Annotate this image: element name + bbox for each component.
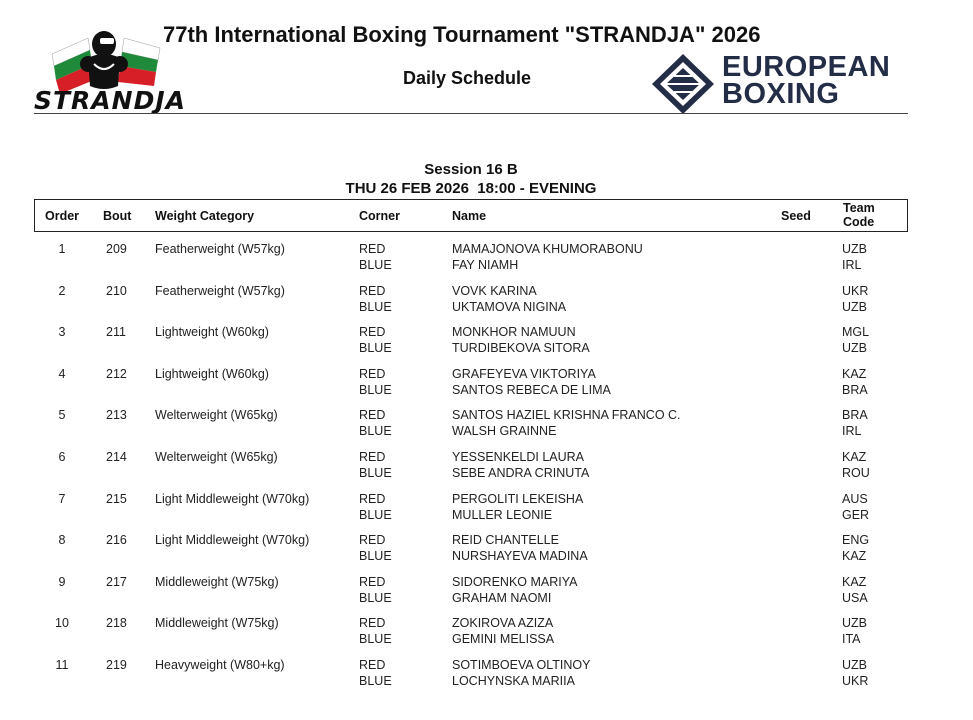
order-cell: 7	[58, 491, 66, 506]
strandja-logo	[30, 24, 186, 116]
european-boxing-text	[722, 51, 891, 110]
header-corner: Corner	[359, 209, 400, 223]
red-team-cell: AUS	[842, 491, 868, 506]
blue-name-cell: MULLER LEONIE	[452, 507, 553, 522]
weight-cell: Heavyweight (W80+kg)	[155, 657, 285, 672]
order-cell: 3	[58, 325, 66, 340]
blue-team-cell: ROU	[842, 465, 870, 480]
weight-cell: Middleweight (W75kg)	[155, 616, 279, 631]
red-corner-cell: RED	[359, 408, 386, 423]
order-cell: 9	[58, 574, 66, 589]
table-row	[0, 407, 973, 449]
blue-corner-cell: BLUE	[359, 549, 392, 564]
blue-team-cell: BRA	[842, 382, 868, 397]
red-corner-cell: RED	[359, 366, 386, 381]
blue-corner-cell: BLUE	[359, 424, 392, 439]
weight-cell: Light Middleweight (W70kg)	[155, 533, 310, 548]
red-name-cell: YESSENKELDI LAURA	[452, 449, 584, 464]
bout-cell: 219	[106, 657, 127, 672]
blue-name-cell: GEMINI MELISSA	[452, 632, 555, 647]
bout-cell: 215	[106, 491, 127, 506]
blue-corner-cell: BLUE	[359, 341, 392, 356]
table-row	[0, 241, 973, 283]
weight-cell: Lightweight (W60kg)	[155, 366, 269, 381]
header-team-line1: Team	[843, 201, 875, 215]
table-header	[34, 199, 908, 232]
blue-team-cell: KAZ	[842, 549, 867, 564]
red-team-cell: KAZ	[842, 366, 867, 381]
red-team-cell: BRA	[842, 408, 868, 423]
table-row	[0, 615, 973, 657]
table-row	[0, 657, 973, 699]
red-name-cell: MAMAJONOVA KHUMORABONU	[452, 242, 643, 256]
red-corner-cell: RED	[359, 449, 386, 464]
red-team-cell: UZB	[842, 616, 867, 631]
blue-name-cell: UKTAMOVA NIGINA	[452, 299, 567, 314]
order-cell: 6	[58, 449, 66, 464]
table-row	[0, 366, 973, 408]
red-corner-cell: RED	[359, 574, 386, 589]
blue-name-cell: NURSHAYEVA MADINA	[452, 549, 588, 564]
red-team-cell: ENG	[842, 533, 870, 548]
blue-name-cell: FAY NIAMH	[452, 258, 519, 272]
red-team-cell: KAZ	[842, 574, 867, 589]
header-team-code	[843, 201, 875, 229]
red-name-cell: ZOKIROVA AZIZA	[452, 616, 554, 631]
order-cell: 1	[58, 242, 66, 256]
red-name-cell: SIDORENKO MARIYA	[452, 574, 578, 589]
blue-corner-cell: BLUE	[359, 673, 392, 688]
blue-team-cell: GER	[842, 507, 870, 522]
bout-cell: 216	[106, 533, 127, 548]
red-name-cell: SANTOS HAZIEL KRISHNA FRANCO C.	[452, 408, 681, 423]
bout-cell: 210	[106, 283, 127, 298]
table-row	[0, 532, 973, 574]
blue-team-cell: UKR	[842, 673, 869, 688]
page-title: 77th International Boxing Tournament "STRANDJA" 2026	[163, 22, 761, 47]
blue-name-cell: SANTOS REBECA DE LIMA	[452, 382, 611, 397]
bout-cell: 211	[106, 325, 126, 340]
bout-cell: 218	[106, 616, 127, 631]
red-corner-cell: RED	[359, 242, 386, 256]
header-seed: Seed	[781, 209, 811, 223]
red-corner-cell: RED	[359, 657, 386, 672]
red-corner-cell: RED	[359, 491, 386, 506]
table-row	[0, 449, 973, 491]
weight-cell: Middleweight (W75kg)	[155, 574, 279, 589]
blue-corner-cell: BLUE	[359, 507, 392, 522]
header-order: Order	[45, 209, 80, 223]
red-name-cell: REID CHANTELLE	[452, 533, 559, 548]
boxing-text: BOXING	[722, 78, 840, 110]
table-row	[0, 574, 973, 616]
order-cell: 4	[58, 366, 66, 381]
red-team-cell: UZB	[842, 242, 867, 256]
order-cell: 10	[55, 616, 69, 631]
blue-team-cell: IRL	[842, 258, 862, 272]
red-corner-cell: RED	[359, 283, 386, 298]
red-name-cell: GRAFEYEVA VIKTORIYA	[452, 366, 596, 381]
blue-team-cell: UZB	[842, 299, 867, 314]
european-boxing-logo	[650, 52, 912, 116]
blue-corner-cell: BLUE	[359, 465, 392, 480]
red-name-cell: MONKHOR NAMUUN	[452, 325, 576, 340]
header-name: Name	[452, 209, 487, 223]
session-datetime: THU 26 FEB 2026 18:00 - EVENING	[345, 180, 597, 197]
red-corner-cell: RED	[359, 616, 386, 631]
blue-corner-cell: BLUE	[359, 299, 392, 314]
ring-emblem-icon	[650, 52, 716, 116]
blue-team-cell: ITA	[842, 632, 861, 647]
red-team-cell: KAZ	[842, 449, 867, 464]
red-team-cell: UZB	[842, 657, 867, 672]
blue-name-cell: WALSH GRAINNE	[452, 424, 557, 439]
header-weight-category: Weight Category	[155, 209, 255, 223]
weight-cell: Light Middleweight (W70kg)	[155, 491, 310, 506]
blue-name-cell: TURDIBEKOVA SITORA	[452, 341, 590, 356]
bout-cell: 214	[106, 449, 127, 464]
bout-cell: 217	[106, 574, 127, 589]
red-name-cell: PERGOLITI LEKEISHA	[452, 491, 584, 506]
bout-cell: 212	[106, 366, 127, 381]
blue-corner-cell: BLUE	[359, 590, 392, 605]
header-team-line2: Code	[843, 215, 875, 229]
blue-name-cell: LOCHYNSKA MARIIA	[452, 673, 575, 688]
red-team-cell: UKR	[842, 283, 869, 298]
blue-name-cell: GRAHAM NAOMI	[452, 590, 552, 605]
table-row	[0, 283, 973, 325]
weight-cell: Welterweight (W65kg)	[155, 408, 278, 423]
blue-corner-cell: BLUE	[359, 382, 392, 397]
red-team-cell: MGL	[842, 325, 870, 340]
page-subtitle: Daily Schedule	[403, 68, 532, 88]
weight-cell: Featherweight (W57kg)	[155, 242, 285, 256]
european-text: EUROPEAN	[722, 51, 891, 83]
header-divider	[34, 113, 908, 114]
table-row	[0, 324, 973, 366]
order-cell: 8	[58, 533, 66, 548]
blue-corner-cell: BLUE	[359, 258, 392, 272]
blue-name-cell: SEBE ANDRA CRINUTA	[452, 465, 590, 480]
weight-cell: Welterweight (W65kg)	[155, 449, 278, 464]
strandja-logo-text: STRANDJA	[34, 86, 186, 115]
weight-cell: Lightweight (W60kg)	[155, 325, 269, 340]
blue-team-cell: UZB	[842, 341, 867, 356]
order-cell: 11	[55, 657, 69, 672]
red-name-cell: SOTIMBOEVA OLTINOY	[452, 657, 591, 672]
bout-cell: 213	[106, 408, 127, 423]
schedule-table-body	[0, 241, 973, 699]
table-row	[0, 491, 973, 533]
red-name-cell: VOVK KARINA	[452, 283, 537, 298]
header-bout: Bout	[103, 209, 132, 223]
red-corner-cell: RED	[359, 533, 386, 548]
bout-cell: 209	[106, 242, 127, 256]
red-corner-cell: RED	[359, 325, 386, 340]
session-name: Session 16 B	[424, 161, 518, 178]
order-cell: 2	[58, 283, 66, 298]
blue-team-cell: IRL	[842, 424, 862, 439]
blue-team-cell: USA	[842, 590, 868, 605]
blue-corner-cell: BLUE	[359, 632, 392, 647]
order-cell: 5	[58, 408, 66, 423]
weight-cell: Featherweight (W57kg)	[155, 283, 285, 298]
